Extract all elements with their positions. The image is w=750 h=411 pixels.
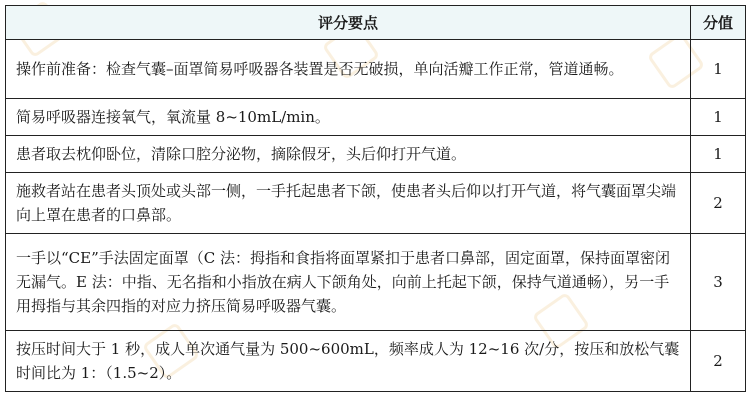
scoring-table [5,5,746,392]
scoring-table-container [5,5,745,392]
row-point-text: 患者取去枕仰卧位，清除口腔分泌物，摘除假牙，头后仰打开气道。 [6,136,691,173]
table-row [6,173,746,234]
row-score: 1 [691,40,746,99]
row-score: 2 [691,173,746,234]
row-score: 2 [691,331,746,392]
table-row [6,136,746,173]
table-row [6,331,746,392]
row-point-text: 一手以“CE”手法固定面罩（C 法：拇指和食指将面罩紧扣于患者口鼻部，固定面罩，保持面罩密闭无漏气。E 法：中指、无名指和小指放在病人下颌角处，向前上托起下颌，保持气道通畅），另一手用拇指与其余四指的对应力挤压简易呼吸器气囊。 [6,234,691,331]
header-scoring-points: 评分要点 [6,6,691,40]
row-score: 1 [691,99,746,136]
table-row [6,234,746,331]
row-point-text: 施救者站在患者头顶处或头部一侧，一手托起患者下颌，使患者头后仰以打开气道，将气囊面罩尖端向上罩在患者的口鼻部。 [6,173,691,234]
table-row [6,99,746,136]
table-row [6,40,746,99]
header-score: 分值 [691,6,746,40]
table-header-row [6,6,746,40]
row-point-text: 简易呼吸器连接氧气，氧流量 8~10mL/min。 [6,99,691,136]
row-point-text: 按压时间大于 1 秒，成人单次通气量为 500~600mL，频率成人为 12~16 次/分，按压和放松气囊时间比为 1：（1.5~2）。 [6,331,691,392]
row-score: 1 [691,136,746,173]
row-score: 3 [691,234,746,331]
row-point-text: 操作前准备：检查气囊–面罩简易呼吸器各装置是否无破损，单向活瓣工作正常，管道通畅。 [6,40,691,99]
